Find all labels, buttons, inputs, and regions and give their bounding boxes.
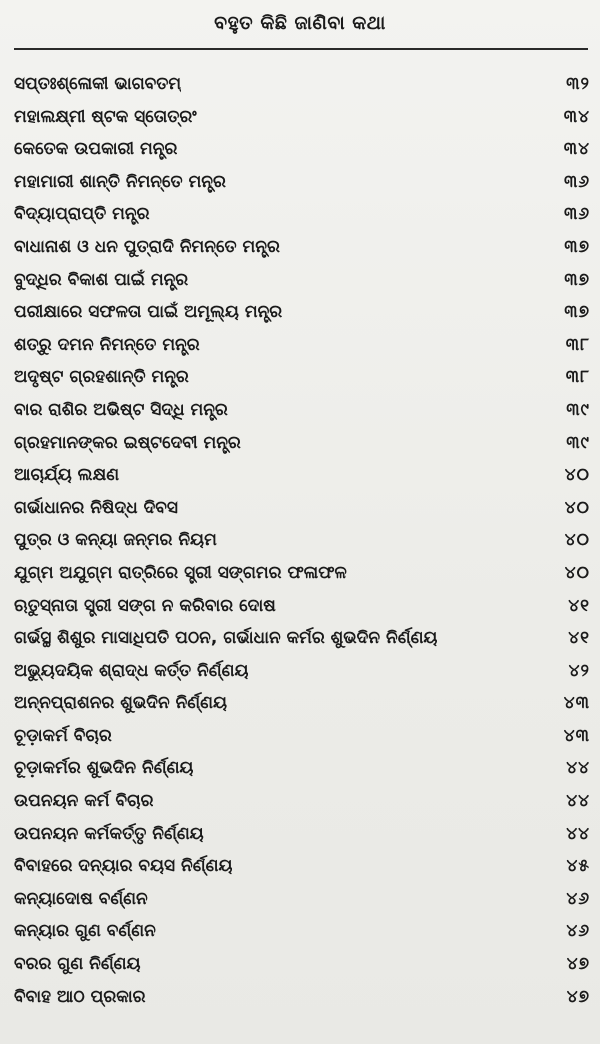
entry-page-number: ୩୪ bbox=[563, 106, 590, 127]
entry-title: ବିଦ୍ୟାପ୍ରାପ୍ତି ମନ୍ତ୍ର bbox=[14, 204, 150, 225]
entry-page-number: ୩୬ bbox=[563, 204, 590, 225]
entry-title: ମହାଲକ୍ଷ୍ମୀ ଷ୍ଟକ ସ୍ତୋତ୍ରଂ bbox=[14, 106, 197, 127]
toc-entry bbox=[14, 427, 590, 460]
toc-entry bbox=[14, 296, 590, 329]
toc-entry bbox=[14, 459, 590, 492]
toc-entry bbox=[14, 264, 590, 297]
entry-title: ବିବାହରେ ଦନ୍ୟାର ବୟସ ନିର୍ଣ୍ଣୟ bbox=[14, 856, 233, 877]
toc-entry bbox=[14, 818, 590, 851]
entry-page-number: ୪୦ bbox=[564, 562, 590, 583]
entry-title: କେତେକ ଉପକାରୀ ମନ୍ତ୍ର bbox=[14, 139, 178, 160]
entry-page-number: ୪୬ bbox=[566, 921, 590, 942]
entry-page-number: ୪୪ bbox=[566, 758, 590, 779]
entry-page-number: ୩୮ bbox=[565, 334, 590, 355]
entry-page-number: ୪୩ bbox=[563, 693, 590, 714]
entry-title: ବାଧାନାଶ ଓ ଧନ ପୁତ୍ରାଦି ନିମନ୍ତେ ମନ୍ତ୍ର bbox=[14, 236, 280, 257]
entry-page-number: ୪୦ bbox=[564, 465, 590, 486]
entry-title: ମହାମାରୀ ଶାନ୍ତି ନିମନ୍ତେ ମନ୍ତ୍ର bbox=[14, 171, 226, 192]
toc-entry bbox=[14, 557, 590, 590]
entry-page-number: ୩୪ bbox=[563, 139, 590, 160]
toc-entry bbox=[14, 948, 590, 981]
toc-entry bbox=[14, 166, 590, 199]
entry-title: ପୁତ୍ର ଓ କନ୍ୟା ଜନ୍ମର ନିୟମ bbox=[14, 530, 217, 551]
toc-entry bbox=[14, 394, 590, 427]
entry-page-number: ୪୫ bbox=[566, 856, 590, 877]
entry-page-number: ୪୭ bbox=[566, 954, 590, 975]
entry-title: ଉପନୟନ କର୍ମ ବିଚାର bbox=[14, 791, 154, 812]
toc-entry bbox=[14, 231, 590, 264]
entry-title: କନ୍ୟାଦୋଷ ବର୍ଣ୍ଣନ bbox=[14, 888, 148, 909]
toc-entry bbox=[14, 720, 590, 753]
table-of-contents bbox=[14, 68, 590, 1013]
entry-page-number: ୪୧ bbox=[568, 628, 590, 649]
entry-title: ଗ୍ରହମାନଙ୍କର ଇଷ୍ଟଦେବୀ ମନ୍ତ୍ର bbox=[14, 432, 241, 453]
entry-title: ବୁଦ୍ଧିର ବିକାଶ ପାଇଁ ମନ୍ତ୍ର bbox=[14, 269, 189, 290]
entry-title: ଉପନୟନ କର୍ମକର୍ତ୍ତୃ ନିର୍ଣ୍ଣୟ bbox=[14, 823, 204, 844]
entry-title: ବାର ରାଶିର ଅଭିଷ୍ଟ ସିଦ୍ଧି ମନ୍ତ୍ର bbox=[14, 399, 228, 420]
toc-entry bbox=[14, 752, 590, 785]
entry-page-number: ୩୨ bbox=[566, 74, 590, 94]
toc-entry bbox=[14, 850, 590, 883]
entry-title: ସପ୍ତଃଶ୍ଳୋକୀ ଭାଗବତମ୍ bbox=[14, 74, 182, 94]
header-rule bbox=[14, 48, 588, 50]
entry-page-number: ୪୬ bbox=[566, 888, 590, 909]
entry-page-number: ୪୭ bbox=[566, 986, 590, 1007]
entry-title: ପରୀକ୍ଷାରେ ସଫଳତା ପାଇଁ ଅମୂଲ୍ୟ ମନ୍ତ୍ର bbox=[14, 302, 283, 323]
entry-page-number: ୩୭ bbox=[564, 236, 590, 257]
toc-entry bbox=[14, 622, 590, 655]
entry-title: ଆଚାର୍ଯ୍ୟ ଲକ୍ଷଣ bbox=[14, 465, 120, 486]
entry-page-number: ୪୨ bbox=[568, 660, 590, 681]
toc-entry bbox=[14, 687, 590, 720]
entry-title: ଅନ୍ନପ୍ରାଶନର ଶୁଭଦିନ ନିର୍ଣ୍ଣୟ bbox=[14, 693, 228, 714]
toc-entry bbox=[14, 492, 590, 525]
entry-page-number: ୪୪ bbox=[566, 823, 590, 844]
toc-entry bbox=[14, 590, 590, 623]
entry-title: ଚୂଡ଼ାକର୍ମର ଶୁଭଦିନ ନିର୍ଣ୍ଣୟ bbox=[14, 758, 194, 779]
entry-page-number: ୩୬ bbox=[563, 171, 590, 192]
entry-page-number: ୩୭ bbox=[564, 269, 590, 290]
toc-entry bbox=[14, 915, 590, 948]
toc-entry bbox=[14, 981, 590, 1014]
entry-page-number: ୪୪ bbox=[566, 791, 590, 812]
toc-entry bbox=[14, 524, 590, 557]
entry-page-number: ୩୯ bbox=[566, 432, 590, 453]
running-head: ବହୁତ କିଛି ଜାଣିବା କଥା bbox=[214, 12, 386, 34]
entry-title: କନ୍ୟାର ଗୁଣ ବର୍ଣ୍ଣନ bbox=[14, 921, 156, 942]
toc-entry bbox=[14, 68, 590, 101]
toc-entry bbox=[14, 361, 590, 394]
entry-title: ଯୁଗ୍ମ ଅଯୁଗ୍ମ ରାତ୍ରିରେ ସ୍ତ୍ରୀ ସଙ୍ଗମର ଫଳାଫଳ bbox=[14, 562, 347, 583]
entry-page-number: ୩୮ bbox=[565, 367, 590, 388]
entry-title: ବିବାହ ଆଠ ପ୍ରକାର bbox=[14, 986, 146, 1007]
toc-entry bbox=[14, 198, 590, 231]
entry-page-number: ୪୧ bbox=[568, 595, 590, 616]
toc-entry bbox=[14, 133, 590, 166]
entry-title: ଅଭ୍ୟୁଦୟିକ ଶ୍ରାଦ୍ଧ କର୍ତ୍ତ ନିର୍ଣ୍ଣୟ bbox=[14, 660, 249, 681]
entry-page-number: ୪୩ bbox=[563, 725, 590, 746]
entry-page-number: ୩୯ bbox=[566, 399, 590, 420]
entry-page-number: ୪୦ bbox=[564, 530, 590, 551]
entry-page-number: ୩୭ bbox=[564, 302, 590, 323]
toc-entry bbox=[14, 329, 590, 362]
entry-title: ଚୂଡ଼ାକର୍ମ ବିଚାର bbox=[14, 725, 112, 746]
entry-page-number: ୪୦ bbox=[564, 497, 590, 518]
entry-title: ଗର୍ଭସ୍ଥ ଶିଶୁର ମାସାଧିପତି ପଠନ, ଗର୍ଭାଧାନ କର୍ମର ଶୁଭଦିନ ନିର୍ଣ୍ଣୟ bbox=[14, 628, 438, 649]
toc-entry bbox=[14, 101, 590, 134]
entry-title: ଋତୁସ୍ନାତା ସ୍ତ୍ରୀ ସଙ୍ଗ ନ କରିବାର ଦୋଷ bbox=[14, 595, 276, 616]
entry-title: ଶତ୍ରୁ ଦମନ ନିମନ୍ତେ ମନ୍ତ୍ର bbox=[14, 334, 200, 355]
entry-title: ବରର ଗୁଣ ନିର୍ଣ୍ଣୟ bbox=[14, 954, 141, 975]
entry-title: ଅଦୃଷ୍ଟ ଗ୍ରହଶାନ୍ତି ମନ୍ତ୍ର bbox=[14, 367, 189, 388]
entry-title: ଗର୍ଭାଧାନର ନିଷିଦ୍ଧ ଦିବସ bbox=[14, 497, 178, 518]
toc-entry bbox=[14, 883, 590, 916]
toc-entry bbox=[14, 655, 590, 688]
toc-entry bbox=[14, 785, 590, 818]
